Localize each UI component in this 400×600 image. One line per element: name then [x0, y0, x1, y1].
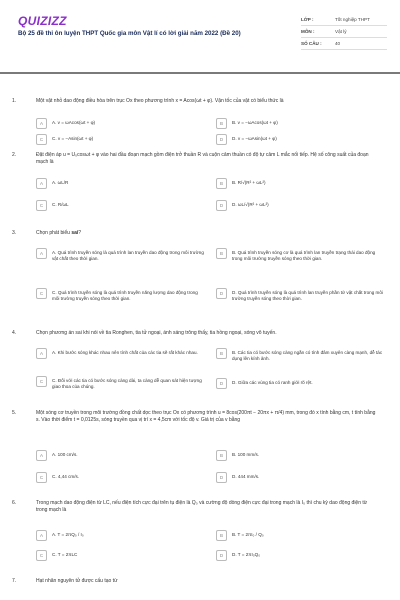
option-text: D. ωL/√(R² + ωL²)	[232, 201, 269, 207]
option-letter-b: B	[216, 450, 227, 461]
option-c[interactable]	[36, 134, 93, 145]
option-d[interactable]	[216, 288, 386, 302]
question-number: 6.	[12, 500, 17, 506]
option-c[interactable]	[36, 472, 79, 483]
option-b[interactable]	[216, 450, 259, 461]
option-d[interactable]	[216, 472, 259, 483]
meta-row-class	[301, 14, 387, 26]
option-letter-a: A	[36, 118, 47, 129]
option-letter-b: B	[216, 348, 227, 359]
option-text: D. 444 mm/s.	[232, 473, 260, 479]
option-text: D. v = −ωAsin(ωt + φ)	[232, 135, 277, 141]
option-d[interactable]	[216, 378, 386, 389]
question-text: Một vật nhỏ dao động điều hòa trên trục Ox theo phương trình x = Acos(ωt + φ). Vận tốc của vật có biểu thức là	[36, 98, 284, 104]
option-b[interactable]	[216, 178, 266, 189]
option-a[interactable]	[36, 530, 84, 541]
option-text: A. T = 2πQ₀ / I₀	[52, 531, 84, 537]
option-text: B. 100 mm/s.	[232, 451, 260, 457]
page-title: Bộ 25 đề thi ôn luyện THPT Quốc gia môn Vật lí có lời giải năm 2022 (Đề 20)	[18, 30, 241, 37]
option-text: B. Quá trình truyền sóng cơ là quá trình lan truyền trạng thái dao động trong môi trường truyền sóng theo thời gian.	[232, 249, 376, 261]
option-b[interactable]	[216, 348, 386, 362]
option-letter-c: C	[36, 472, 47, 483]
option-letter-a: A	[36, 530, 47, 541]
option-text: B. T = 2πI₀ / Q₀	[232, 531, 264, 537]
option-text: B. Các tia có bước sóng càng ngắn có tính đâm xuyên càng mạnh, dễ tác dụng lên kính ảnh.	[232, 349, 383, 361]
option-a[interactable]	[36, 178, 68, 189]
meta-row-count	[301, 38, 387, 50]
option-letter-c: C	[36, 134, 47, 145]
question-text: Đặt điện áp u = U₀cosωt + φ vào hai đầu đoạn mạch gồm điện trở thuần R và cuộn cảm thuần có độ tự cảm L mắc nối tiếp. Hệ số công suất của đoạn mạch là	[36, 152, 369, 165]
option-d[interactable]	[216, 134, 277, 145]
meta-key: SỐ CÂU :	[301, 41, 322, 46]
option-text: C. v = −Asin(ωt + φ)	[52, 135, 94, 141]
option-a[interactable]	[36, 118, 95, 129]
meta-table	[301, 14, 387, 50]
option-letter-c: C	[36, 200, 47, 211]
option-text: A. ωL/R	[52, 179, 69, 185]
option-text: C. 4,44 cm/s.	[52, 473, 80, 479]
option-a[interactable]	[36, 248, 206, 262]
quizizz-logo: QUIZIZZ	[18, 14, 67, 28]
question-number: 4.	[12, 330, 17, 336]
meta-key: LỚP :	[301, 17, 314, 22]
option-letter-c: C	[36, 550, 47, 561]
option-letter-d: D	[216, 472, 227, 483]
option-letter-d: D	[216, 288, 227, 299]
option-c[interactable]	[36, 200, 69, 211]
option-letter-b: B	[216, 118, 227, 129]
option-text: C. Đối với các tia có bước sóng càng dài, ta càng dễ quan sát hiện tượng giao thoa của chúng.	[52, 377, 202, 389]
question-number: 7.	[12, 578, 17, 584]
option-c[interactable]	[36, 376, 206, 390]
option-letter-a: A	[36, 348, 47, 359]
option-text: A. Quá trình truyền sóng là quá trình lan truyền dao động trong môi trường vật chất theo thời gian.	[52, 249, 204, 261]
question-number: 2.	[12, 152, 17, 158]
question-text: Trong mạch dao động điện từ LC, nếu điện tích cực đại trên tụ điện là Q₀ và cường độ dòng điện cực đại trong mạch là I₀ thì chu kỳ dao động điện từ trong mạch là	[36, 500, 368, 513]
option-d[interactable]	[216, 550, 260, 561]
option-letter-a: A	[36, 178, 47, 189]
question-number: 5.	[12, 410, 17, 416]
option-b[interactable]	[216, 118, 278, 129]
option-letter-d: D	[216, 134, 227, 145]
option-text: D. Quá trình truyền sóng là quá trình lan truyền phần tử vật chất trong môi trường truyền sóng theo thời gian.	[232, 289, 383, 301]
option-text: D. Giữa các vùng tia có ranh giới rõ rệt.	[232, 379, 313, 385]
option-text: B. R/√(R² + ωL²)	[232, 179, 266, 185]
option-letter-d: D	[216, 378, 227, 389]
option-letter-a: A	[36, 450, 47, 461]
option-text: C. Quá trình truyền sóng là quá trình truyền năng lượng dao động trong môi trường truyền sóng theo thời gian.	[52, 289, 198, 301]
option-d[interactable]	[216, 200, 269, 211]
question-number: 1.	[12, 98, 17, 104]
option-c[interactable]	[36, 550, 77, 561]
option-letter-d: D	[216, 200, 227, 211]
question-text: Hạt nhân nguyên tử được cấu tạo từ	[36, 578, 118, 584]
option-letter-b: B	[216, 530, 227, 541]
meta-key: MÔN :	[301, 29, 315, 34]
option-text: C. R/ωL	[52, 201, 69, 207]
question-text: Chọn phát biểu sai?	[36, 230, 82, 236]
option-letter-b: B	[216, 248, 227, 259]
option-letter-d: D	[216, 550, 227, 561]
option-b[interactable]	[216, 248, 386, 262]
meta-row-subject	[301, 26, 387, 38]
meta-value: Tốt nghiệp THPT	[335, 17, 370, 22]
option-letter-b: B	[216, 178, 227, 189]
option-letter-c: C	[36, 376, 47, 387]
option-text: A. v = ωAcos(ωt + φ)	[52, 119, 96, 125]
option-a[interactable]	[36, 348, 206, 359]
meta-value: 40	[335, 41, 341, 46]
option-text: D. T = 2πI₀Q₀	[232, 551, 261, 557]
option-c[interactable]	[36, 288, 206, 302]
option-letter-a: A	[36, 248, 47, 259]
meta-value: Vật lý	[335, 29, 347, 34]
option-text: A. Khi bước sóng khác nhau nên tính chất của các tia sẽ rất khác nhau.	[52, 349, 198, 355]
option-b[interactable]	[216, 530, 264, 541]
option-text: A. 100 cm/s.	[52, 451, 78, 457]
question-text: Chọn phương án sai khi nói về tia Ronghen, tia tử ngoại, ánh sáng trông thấy, tia hồng ngoại, sóng vô tuyến.	[36, 330, 277, 336]
emphasis-text: sai	[71, 230, 79, 236]
question-number: 3.	[12, 230, 17, 236]
question-text: Một sóng cơ truyền trong môi trường đồng chất dọc theo trục Ox có phương trình u = 8cos(200πt − 20πx + π/4) mm, trong đó x tính bằng cm, t tính bằng s. Vào thời điểm t = 0,0125s, sóng truyền qua vị trí x = 4,5cm với tốc độ v. Giá trị của v bằng	[36, 410, 376, 423]
header-divider	[0, 72, 400, 74]
option-a[interactable]	[36, 450, 78, 461]
option-text: B. v = −ωAcos(ωt + φ)	[232, 119, 278, 125]
option-text: C. T = 2πLC	[52, 551, 78, 557]
option-letter-c: C	[36, 288, 47, 299]
